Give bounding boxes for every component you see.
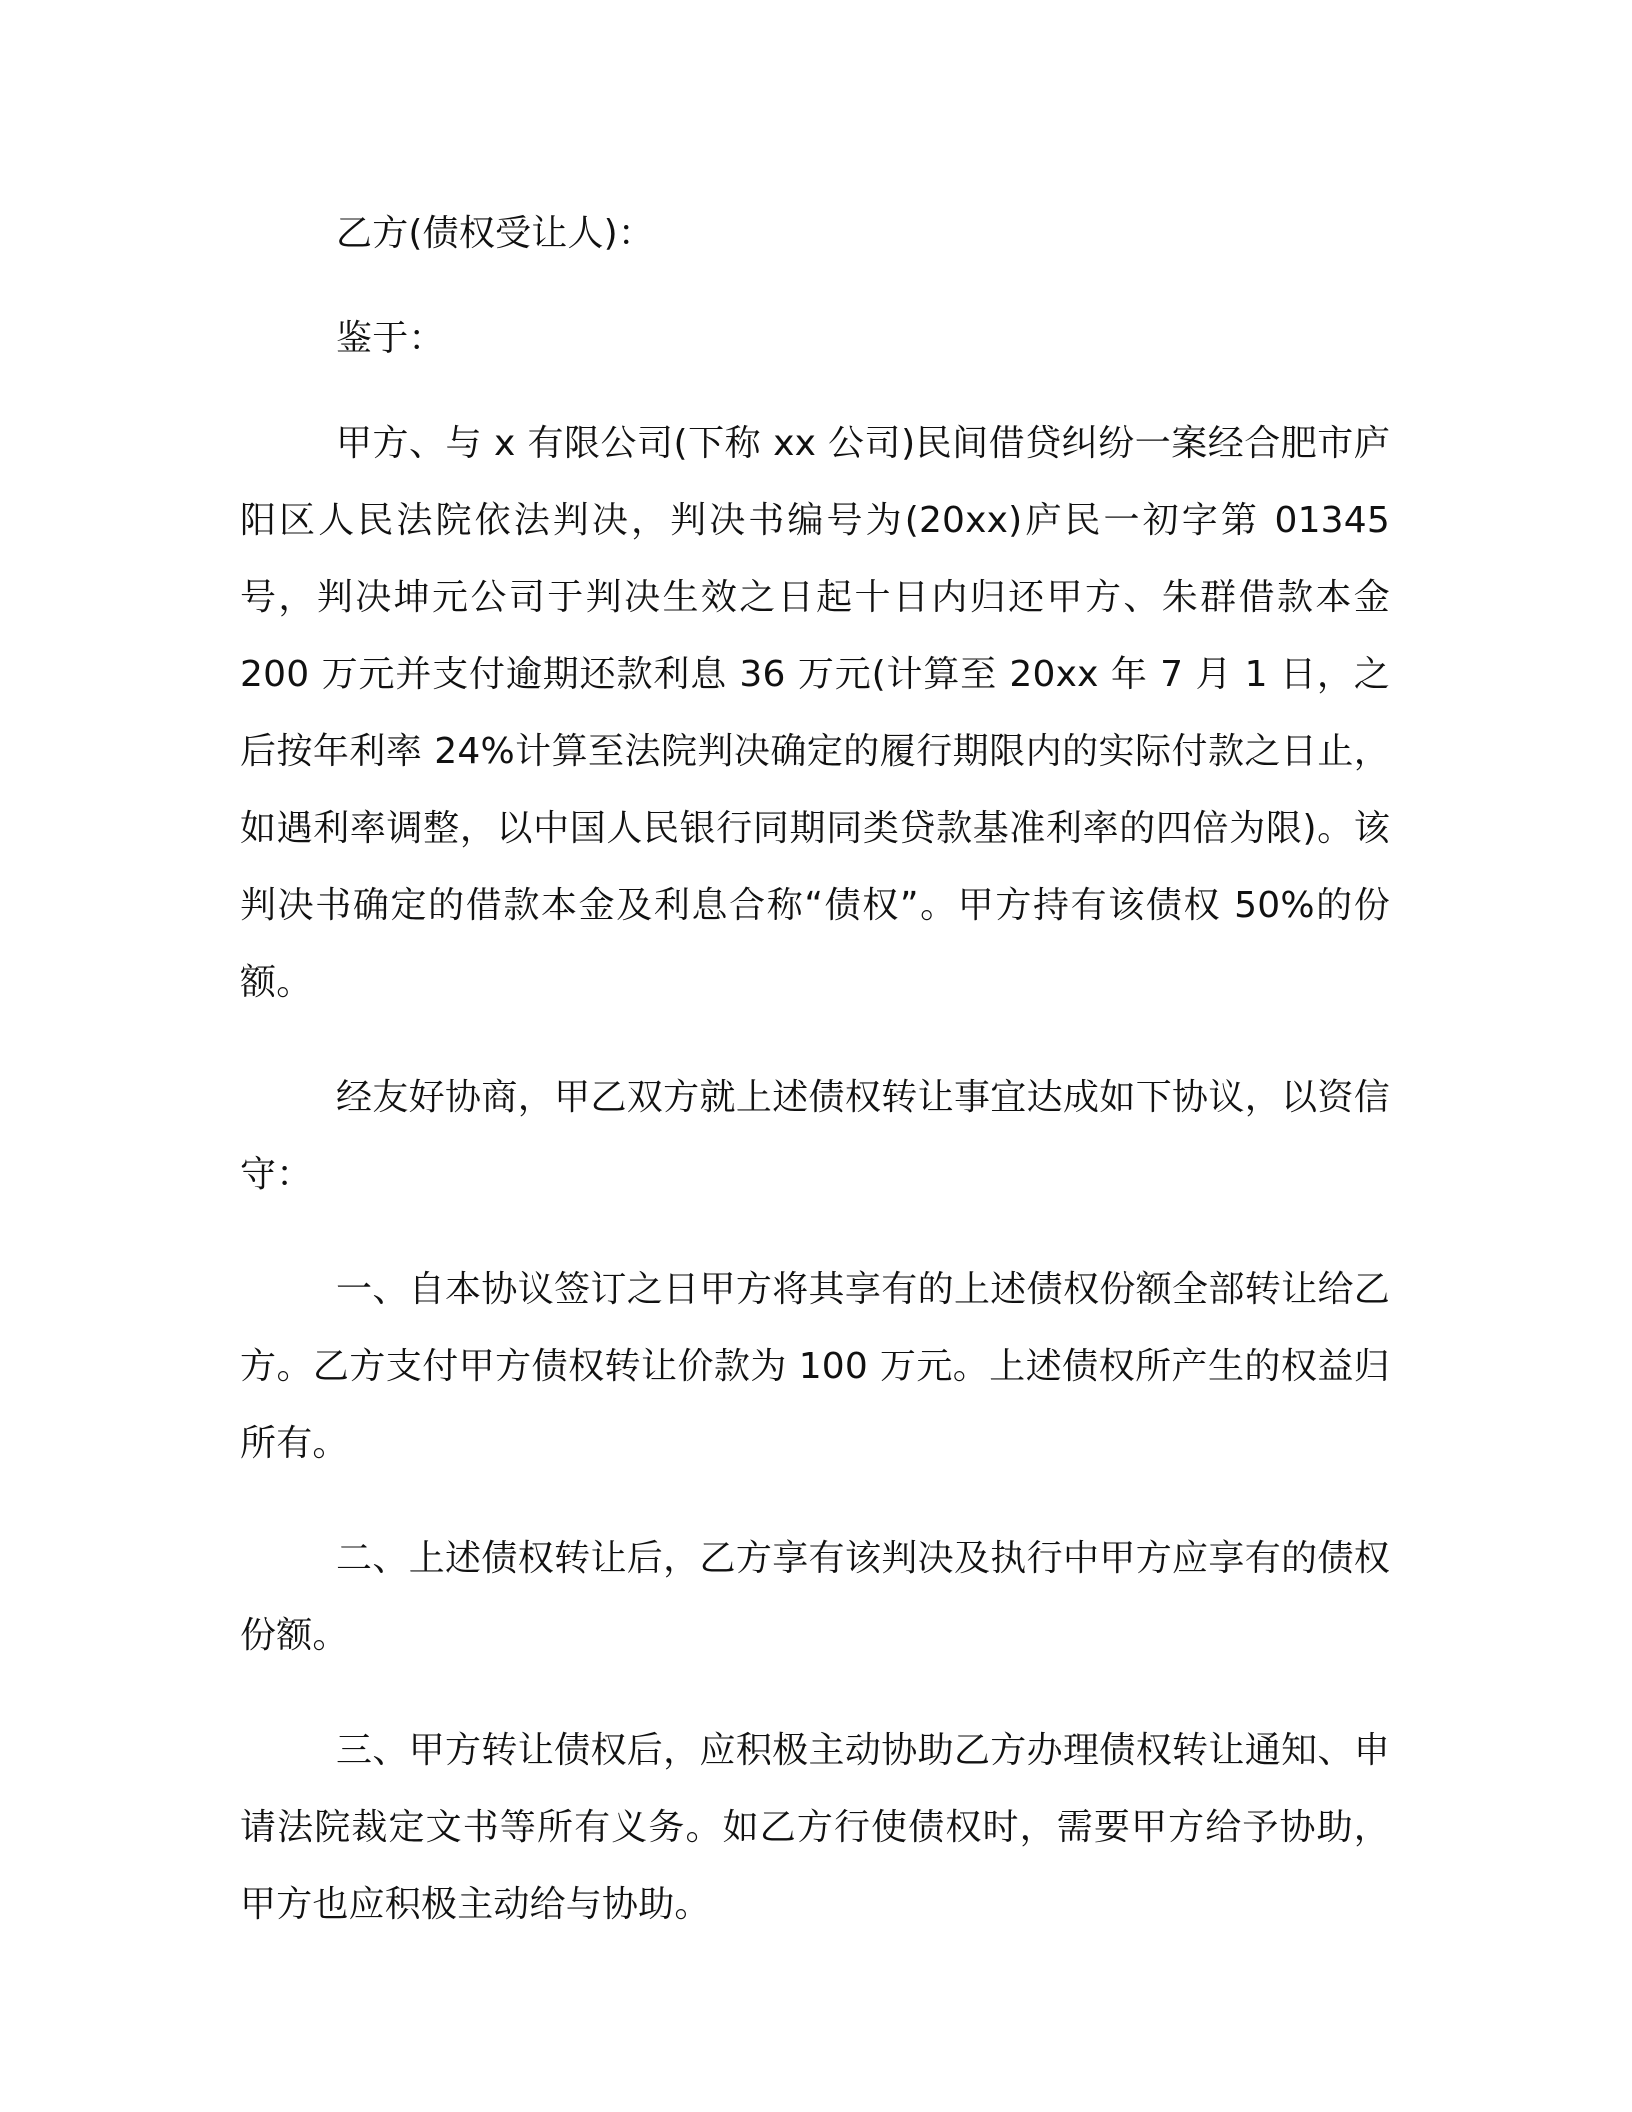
paragraph-whereas: 鉴于： xyxy=(336,318,445,359)
document-body xyxy=(240,195,1390,1943)
paragraph-background: 甲方、与 x 有限公司(下称 xx 公司)民间借贷纠纷一案经合肥市庐阳区人民法院依法判决，判决书编号为(20xx)庐民一初字第 01345 号，判决坤元公司于判决生效之日起十日内归还甲方、朱群借款本金 200 万元并支付逾期还款利息 36 万元(计算至 20xx 年 7 月 1 日，之后按年利率 24%计算至法院判决确定的履行期限内的实际付款之日止，如遇利率调整，以中国人民银行同期同类贷款基准利率的四倍为限)。该判决书确定的借款本金及利息合称“债权”。甲方持有该债权 50%的份额。 xyxy=(240,423,1390,1003)
paragraph-party-b: 乙方(债权受让人)： xyxy=(336,213,655,254)
paragraph-agreement-intro: 经友好协商，甲乙双方就上述债权转让事宜达成如下协议，以资信守： xyxy=(240,1077,1390,1195)
paragraph-clause-1: 一、自本协议签订之日甲方将其享有的上述债权份额全部转让给乙方。乙方支付甲方债权转让价款为 100 万元。上述债权所产生的权益归所有。 xyxy=(240,1269,1390,1464)
paragraph-clause-2: 二、上述债权转让后，乙方享有该判决及执行中甲方应享有的债权份额。 xyxy=(240,1538,1390,1656)
paragraph-clause-3: 三、甲方转让债权后，应积极主动协助乙方办理债权转让通知、申请法院裁定文书等所有义务。如乙方行使债权时，需要甲方给予协助，甲方也应积极主动给与协助。 xyxy=(240,1730,1390,1925)
